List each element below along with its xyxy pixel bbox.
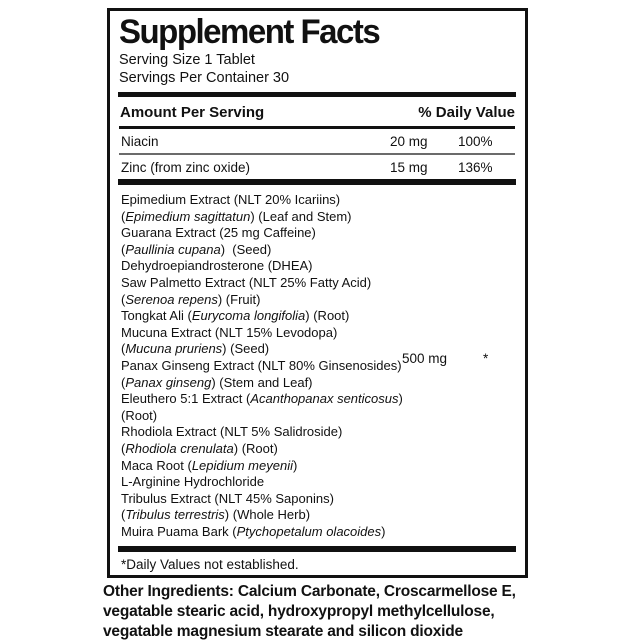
ingredient-line: Maca Root (Lepidium meyenii)	[121, 457, 298, 473]
servings-per-container-text: Servings Per Container 30	[119, 69, 290, 86]
nutrient-name: Zinc (from zinc oxide)	[121, 160, 251, 175]
blend-daily-value-asterisk: *	[483, 351, 489, 366]
ingredient-line: Epimedium Extract (NLT 20% Icariins)	[121, 192, 341, 207]
nutrient-daily-value: 100%	[458, 134, 493, 149]
daily-value-header: % Daily Value	[418, 104, 515, 121]
amount-per-serving-header: Amount Per Serving	[120, 104, 265, 121]
nutrient-row-niacin	[119, 129, 515, 153]
ingredient-line: L-Arginine Hydrochloride	[121, 474, 265, 490]
nutrient-amount: 20 mg	[390, 134, 428, 149]
ingredient-line: (Tribulus terrestris) (Whole Herb)	[121, 507, 311, 523]
ingredient-line: Rhodiola Extract (NLT 5% Salidroside)	[121, 424, 343, 440]
ingredient-line: Tribulus Extract (NLT 45% Saponins)	[121, 490, 334, 506]
ingredient-line: (Epimedium sagittatun) (Leaf and Stem)	[121, 208, 352, 224]
ingredient-lines	[121, 192, 515, 540]
ingredient-line: (Rhodiola crenulata) (Root)	[121, 440, 278, 456]
ingredient-line: Guarana Extract (25 mg Caffeine)	[121, 225, 316, 241]
ingredient-line: (Serenoa repens) (Fruit)	[121, 291, 261, 307]
column-header-row	[119, 97, 515, 129]
panel-title: Supplement Facts	[119, 11, 380, 51]
ingredient-line: (Panax ginseng) (Stem and Leaf)	[121, 374, 313, 390]
nutrient-row-zinc	[119, 153, 515, 179]
ingredient-line: Tongkat Ali (Eurycoma longifolia) (Root)	[121, 308, 350, 324]
nutrient-name: Niacin	[121, 134, 159, 149]
ingredient-line: (Root)	[121, 407, 158, 423]
blend-amount: 500 mg	[402, 351, 448, 366]
nutrient-daily-value: 136%	[458, 160, 493, 175]
daily-value-footnote: *Daily Values not established.	[121, 557, 299, 573]
other-ingredients-text: Other Ingredients: Calcium Carbonate, Croscarmellose E, vegatable stearic acid, hydroxypropyl methylcellulose, vegatable magnesium stearate and silicon dioxide	[103, 583, 516, 640]
ingredient-line: (Paullinia cupana) (Seed)	[121, 241, 272, 257]
ingredient-line: Eleuthero 5:1 Extract (Acanthopanax senticosus)	[121, 391, 403, 407]
ingredient-line: Mucuna Extract (NLT 15% Levodopa)	[121, 324, 338, 340]
ingredient-line: Saw Palmetto Extract (NLT 25% Fatty Acid)	[121, 274, 372, 290]
serving-size-text: Serving Size 1 Tablet	[119, 52, 255, 68]
ingredient-line: Panax Ginseng Extract (NLT 80% Ginsenosides)	[121, 357, 402, 373]
ingredient-line: (Mucuna pruriens) (Seed)	[121, 341, 270, 357]
ingredient-line: Muira Puama Bark (Ptychopetalum olacoides)	[121, 523, 386, 539]
supplement-facts-panel	[107, 8, 528, 578]
ingredient-line: Dehydroepiandrosterone (DHEA)	[121, 258, 313, 274]
herbal-blend-list	[119, 185, 515, 546]
nutrient-amount: 15 mg	[390, 160, 428, 175]
